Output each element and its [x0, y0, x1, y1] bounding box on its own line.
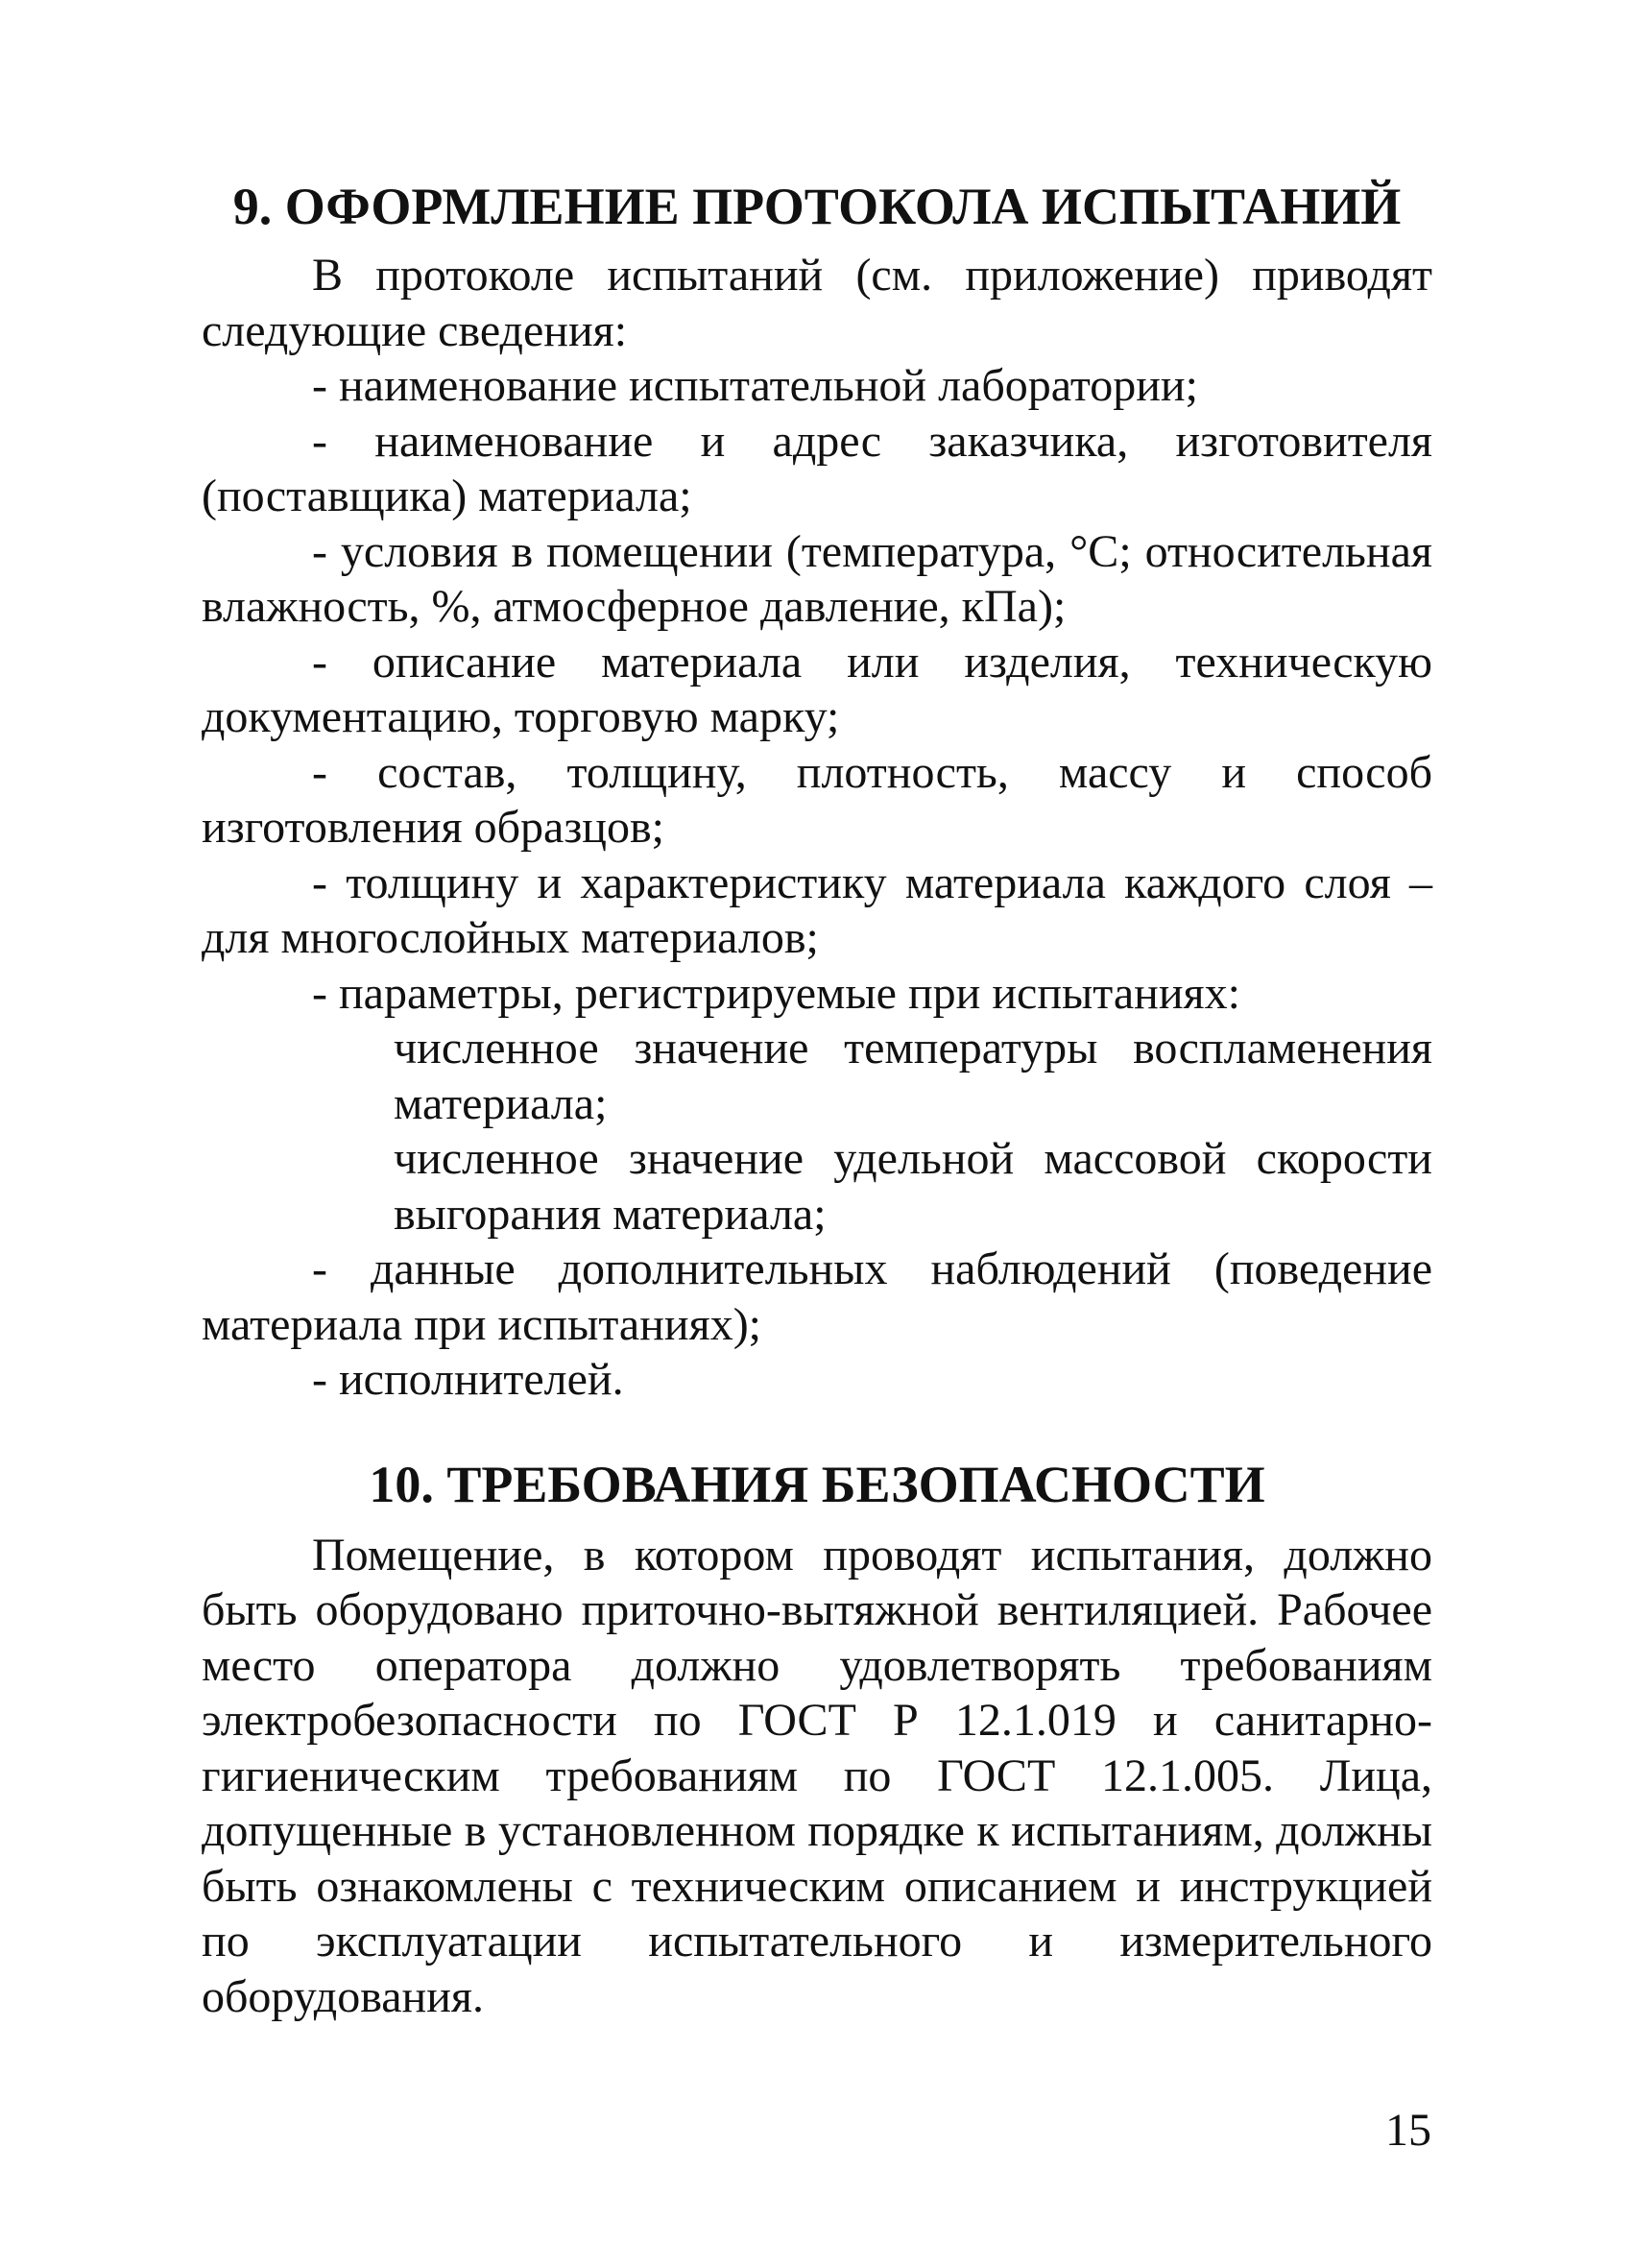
page-number: 15: [1385, 2105, 1431, 2156]
list-item: - наименование и адрес заказчика, изготовителя (поставщика) материала;: [202, 415, 1432, 521]
list-item: - толщину и характеристику материала каждого слоя – для многослойных материалов;: [202, 857, 1432, 963]
list-item: - описание материала или изделия, техническую документацию, торговую марку;: [202, 636, 1432, 742]
list-item: - исполнителей.: [312, 1354, 624, 1405]
list-item: - условия в помещении (температура, °С; относительная влажность, %, атмосферное давление, кПа);: [202, 525, 1432, 632]
section-10-text: Помещение, в котором проводят испытания, должно быть оборудовано приточно-вытяжной вентиляцией. Рабочее место оператора должно удовлетворять требованиям электробезопасности по ГОСТ Р 12.1.019 и санитарно-гигиеническим требованиям по ГОСТ 12.1.005. Лица, допущенные в установленном порядке к испытаниям, должны быть ознакомлены с техническим описанием и инструкцией по эксплуатации испытательного и измерительного оборудования.: [202, 1529, 1432, 2022]
section-10-title: 10. ТРЕБОВАНИЯ БЕЗОПАСНОСТИ: [369, 1455, 1265, 1513]
list-item: - состав, толщину, плотность, массу и способ изготовления образцов;: [202, 746, 1432, 853]
sub-list-item: численное значение температуры воспламенения материала;: [394, 1023, 1432, 1129]
section-9-title: 9. ОФОРМЛЕНИЕ ПРОТОКОЛА ИСПЫТАНИЙ: [232, 178, 1402, 235]
list-item: - данные дополнительных наблюдений (поведение материала при испытаниях);: [202, 1243, 1432, 1350]
sub-list-item: численное значение удельной массовой скорости выгорания материала;: [394, 1133, 1432, 1240]
list-item: - параметры, регистрируемые при испытаниях:: [312, 967, 1240, 1019]
section-9-intro: В протоколе испытаний (см. приложение) приводят следующие сведения:: [202, 250, 1432, 356]
list-item: - наименование испытательной лаборатории;: [312, 360, 1198, 411]
document-page: [202, 173, 1432, 2024]
